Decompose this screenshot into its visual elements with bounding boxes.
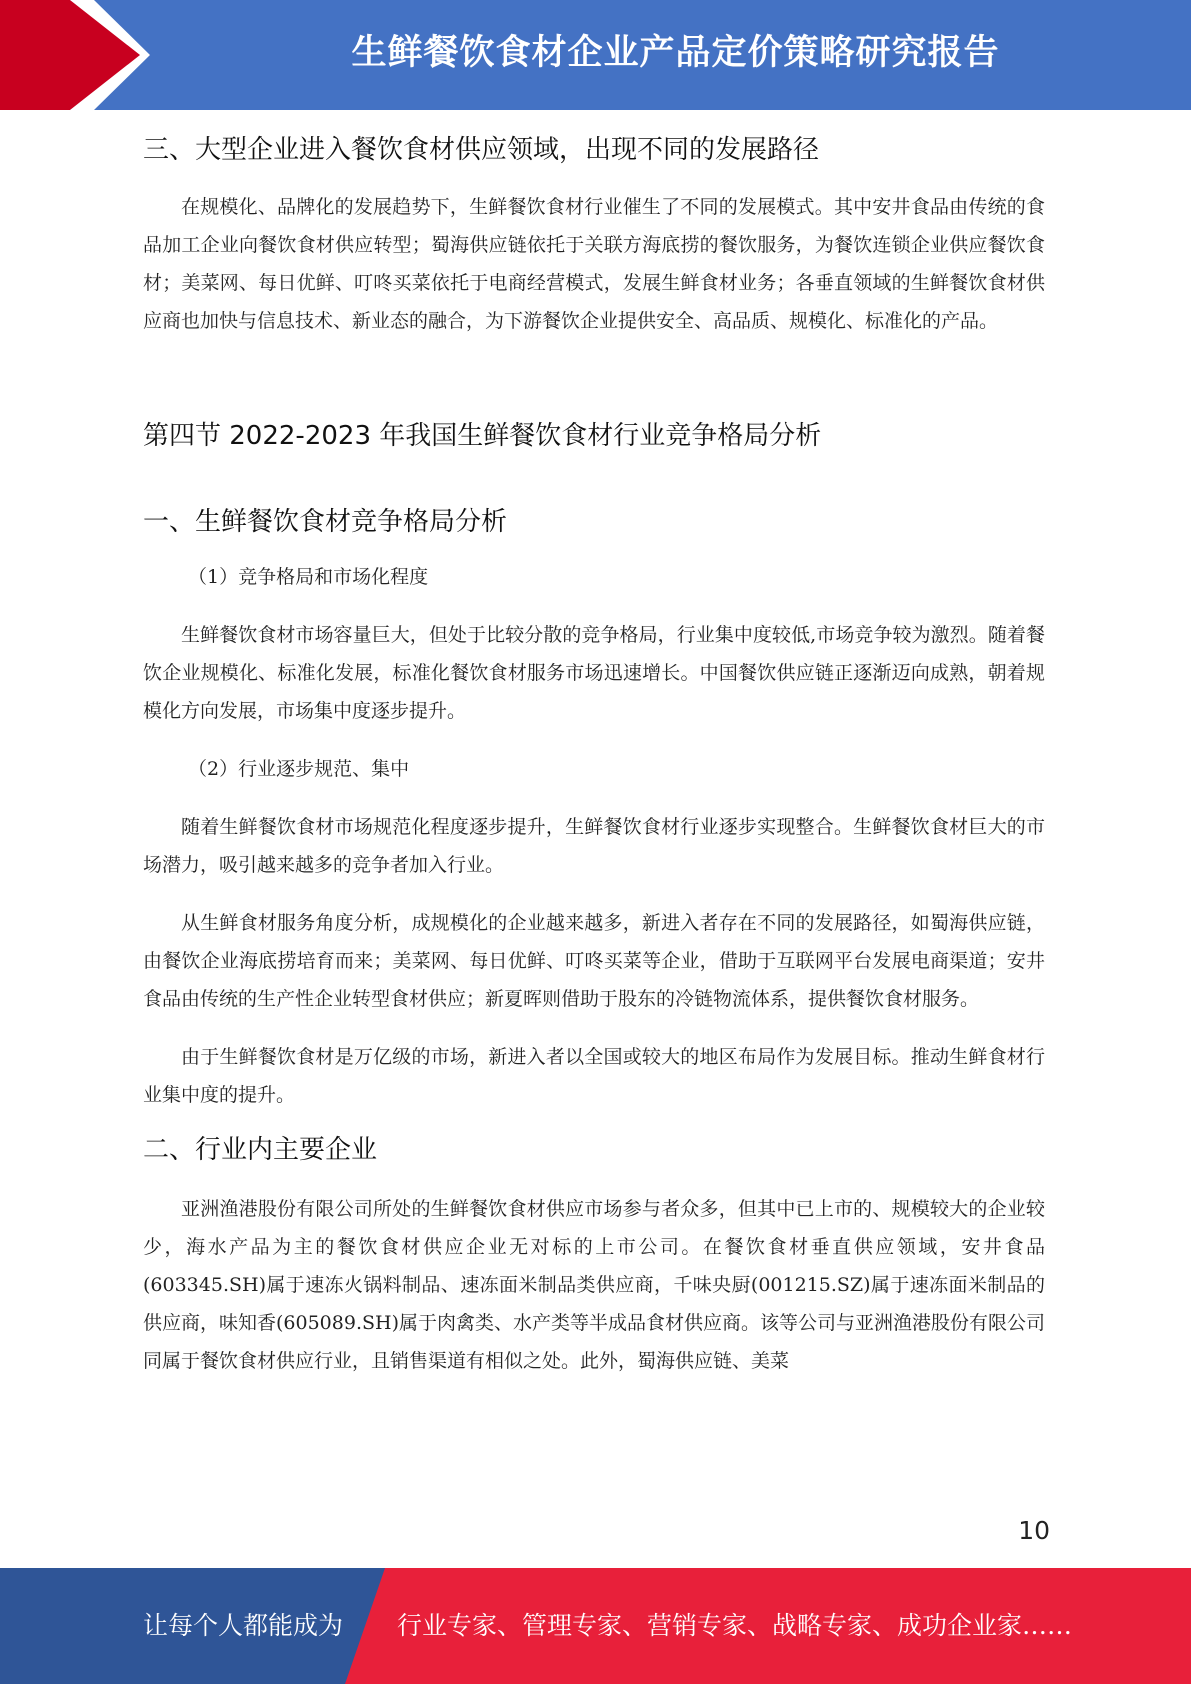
page-content (143, 118, 1045, 1380)
footer-slogan-left: 让每个人都能成为 (143, 1611, 344, 1640)
page-number: 10 (1018, 1516, 1050, 1545)
chapter-section-heading: 第四节 2022-2023 年我国生鲜餐饮食材行业竞争格局分析 (143, 421, 822, 451)
section-heading-2: 二、行业内主要企业 (143, 1135, 378, 1165)
header-banner (0, 0, 1191, 110)
section-heading-1: 一、生鲜餐饮食材竞争格局分析 (143, 507, 508, 537)
paragraph: 在规模化、品牌化的发展趋势下，生鲜餐饮食材行业催生了不同的发展模式。其中安井食品由传统的食品加工企业向餐饮食材供应转型；蜀海供应链依托于关联方海底捞的餐饮服务，为餐饮连锁企业供应餐饮食材；美菜网、每日优鲜、叮咚买菜依托于电商经营模式，发展生鲜食材业务；各垂直领域的生鲜餐饮食材供应商也加快与信息技术、新业态的融合，为下游餐饮企业提供安全、高品质、规模化、标准化的产品。 (143, 196, 1045, 332)
paragraph: 生鲜餐饮食材市场容量巨大，但处于比较分散的竞争格局，行业集中度较低,市场竞争较为激烈。随着餐饮企业规模化、标准化发展，标准化餐饮食材服务市场迅速增长。中国餐饮供应链正逐渐迈向成熟，朝着规模化方向发展，市场集中度逐步提升。 (143, 624, 1045, 722)
footer-banner (0, 1568, 1191, 1684)
paragraph: 亚洲渔港股份有限公司所处的生鲜餐饮食材供应市场参与者众多，但其中已上市的、规模较大的企业较少，海水产品为主的餐饮食材供应企业无对标的上市公司。在餐饮食材垂直供应领域，安井食品(603345.SH)属于速冻火锅料制品、速冻面米制品类供应商，千味央厨(001215.SZ)属于速冻面米制品的供应商，味知香(605089.SH)属于肉禽类、水产类等半成品食材供应商。该等公司与亚洲渔港股份有限公司同属于餐饮食材供应行业，且销售渠道有相似之处。此外，蜀海供应链、美菜 (143, 1198, 1045, 1372)
section-heading-3: 三、大型企业进入餐饮食材供应领域，出现不同的发展路径 (143, 135, 820, 165)
paragraph: 随着生鲜餐饮食材市场规范化程度逐步提升，生鲜餐饮食材行业逐步实现整合。生鲜餐饮食材巨大的市场潜力，吸引越来越多的竞争者加入行业。 (143, 816, 1045, 876)
footer-slogan-right: 行业专家、管理专家、营销专家、战略专家、成功企业家…… (397, 1611, 1073, 1640)
paragraph: 从生鲜食材服务角度分析，成规模化的企业越来越多，新进入者存在不同的发展路径，如蜀海供应链，由餐饮企业海底捞培育而来；美菜网、每日优鲜、叮咚买菜等企业，借助于互联网平台发展电商渠道；安井食品由传统的生产性企业转型食材供应；新夏晖则借助于股东的冷链物流体系，提供餐饮食材服务。 (143, 912, 1045, 1010)
paragraph: 由于生鲜餐饮食材是万亿级的市场，新进入者以全国或较大的地区布局作为发展目标。推动生鲜食材行业集中度的提升。 (143, 1046, 1045, 1106)
sub-heading: （2）行业逐步规范、集中 (188, 758, 410, 780)
report-title: 生鲜餐饮食材企业产品定价策略研究报告 (351, 33, 1000, 73)
sub-heading: （1）竞争格局和市场化程度 (188, 566, 429, 588)
